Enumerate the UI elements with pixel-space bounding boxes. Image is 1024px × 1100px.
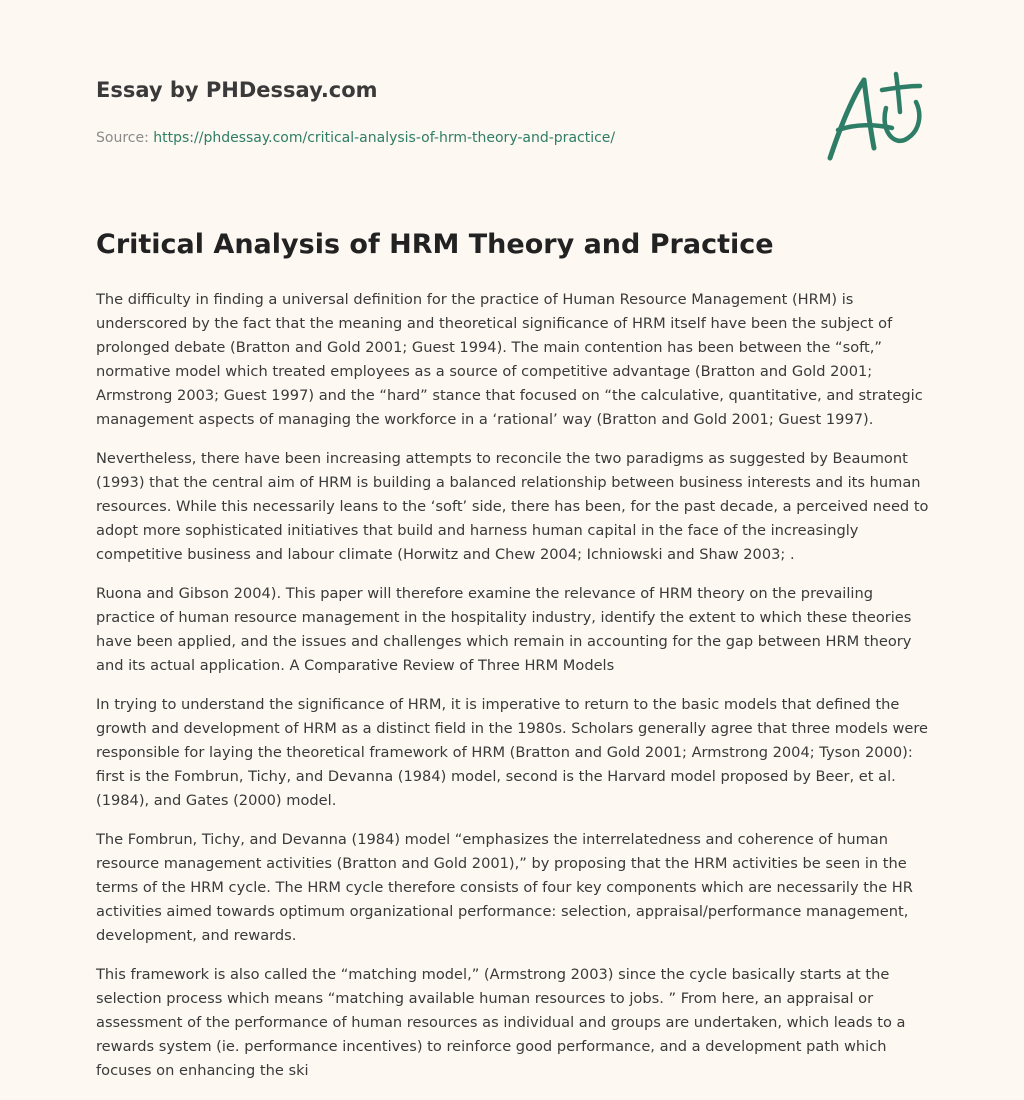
- essay-paragraph: Ruona and Gibson 2004). This paper will therefore examine the relevance of HRM theory on the prevailing practice of human resource management in the hospitality industry, identify the extent to which these theories have been applied, and the issues and challenges which remain in accounting for the gap between HRM theory and its actual application. A Comparative Review of Three HRM Models: [96, 585, 912, 674]
- essay-title: Critical Analysis of HRM Theory and Practice: [96, 229, 774, 260]
- a-plus-logo-icon: [820, 68, 930, 164]
- essay-paragraph: Nevertheless, there have been increasing attempts to reconcile the two paradigms as suggested by Beaumont (1993) that the central aim of HRM is building a balanced relationship between business interests and its human resources. While this necessarily leans to the ‘soft’ side, there has been, for the past decade, a perceived need to adopt more sophisticated initiatives that build and harness human capital in the face of the increasingly competitive business and labour climate (Horwitz and Chew 2004; Ichniowski and Shaw 2003; .: [96, 450, 929, 563]
- source-line: [96, 128, 796, 148]
- source-label: Source:: [96, 130, 154, 146]
- essay-paragraph: In trying to understand the significance of HRM, it is imperative to return to the basic models that defined the growth and development of HRM as a distinct field in the 1980s. Scholars generally agree that three models were responsible for laying the theoretical framework of HRM (Bratton and Gold 2001; Armstrong 2004; Tyson 2000): first is the Fombrun, Tichy, and Devanna (1984) model, second is the Harvard model proposed by Beer, et al. (1984), and Gates (2000) model.: [96, 696, 929, 809]
- site-title: Essay by PHDessay.com: [96, 78, 378, 102]
- essay-content: [96, 226, 931, 1098]
- source-link[interactable]: https://phdessay.com/critical-analysis-of-hrm-theory-and-practice/: [153, 130, 616, 146]
- site-header: [96, 76, 796, 148]
- essay-paragraph: The Fombrun, Tichy, and Devanna (1984) model “emphasizes the interrelatedness and coherence of human resource management activities (Bratton and Gold 2001),” by proposing that the HRM activities be seen in the terms of the HRM cycle. The HRM cycle therefore consists of four key components which are necessarily the HR activities aimed towards optimum organizational performance: selection, appraisal/performance management, development, and rewards.: [96, 831, 913, 944]
- essay-paragraph: The difficulty in finding a universal definition for the practice of Human Resource Management (HRM) is underscored by the fact that the meaning and theoretical significance of HRM itself have been the subject of prolonged debate (Bratton and Gold 2001; Guest 1994). The main contention has been between the “soft,” normative model which treated employees as a source of competitive advantage (Bratton and Gold 2001; Armstrong 2003; Guest 1997) and the “hard” stance that focused on “the calculative, quantitative, and strategic management aspects of managing the workforce in a ‘rational’ way (Bratton and Gold 2001; Guest 1997).: [96, 291, 923, 428]
- essay-paragraph: This framework is also called the “matching model,” (Armstrong 2003) since the cycle basically starts at the selection process which means “matching available human resources to jobs. ” From here, an appraisal or assessment of the performance of human resources as individual and groups are undertaken, which leads to a rewards system (ie. performance incentives) to reinforce good performance, and a development path which focuses on enhancing the ski: [96, 966, 906, 1079]
